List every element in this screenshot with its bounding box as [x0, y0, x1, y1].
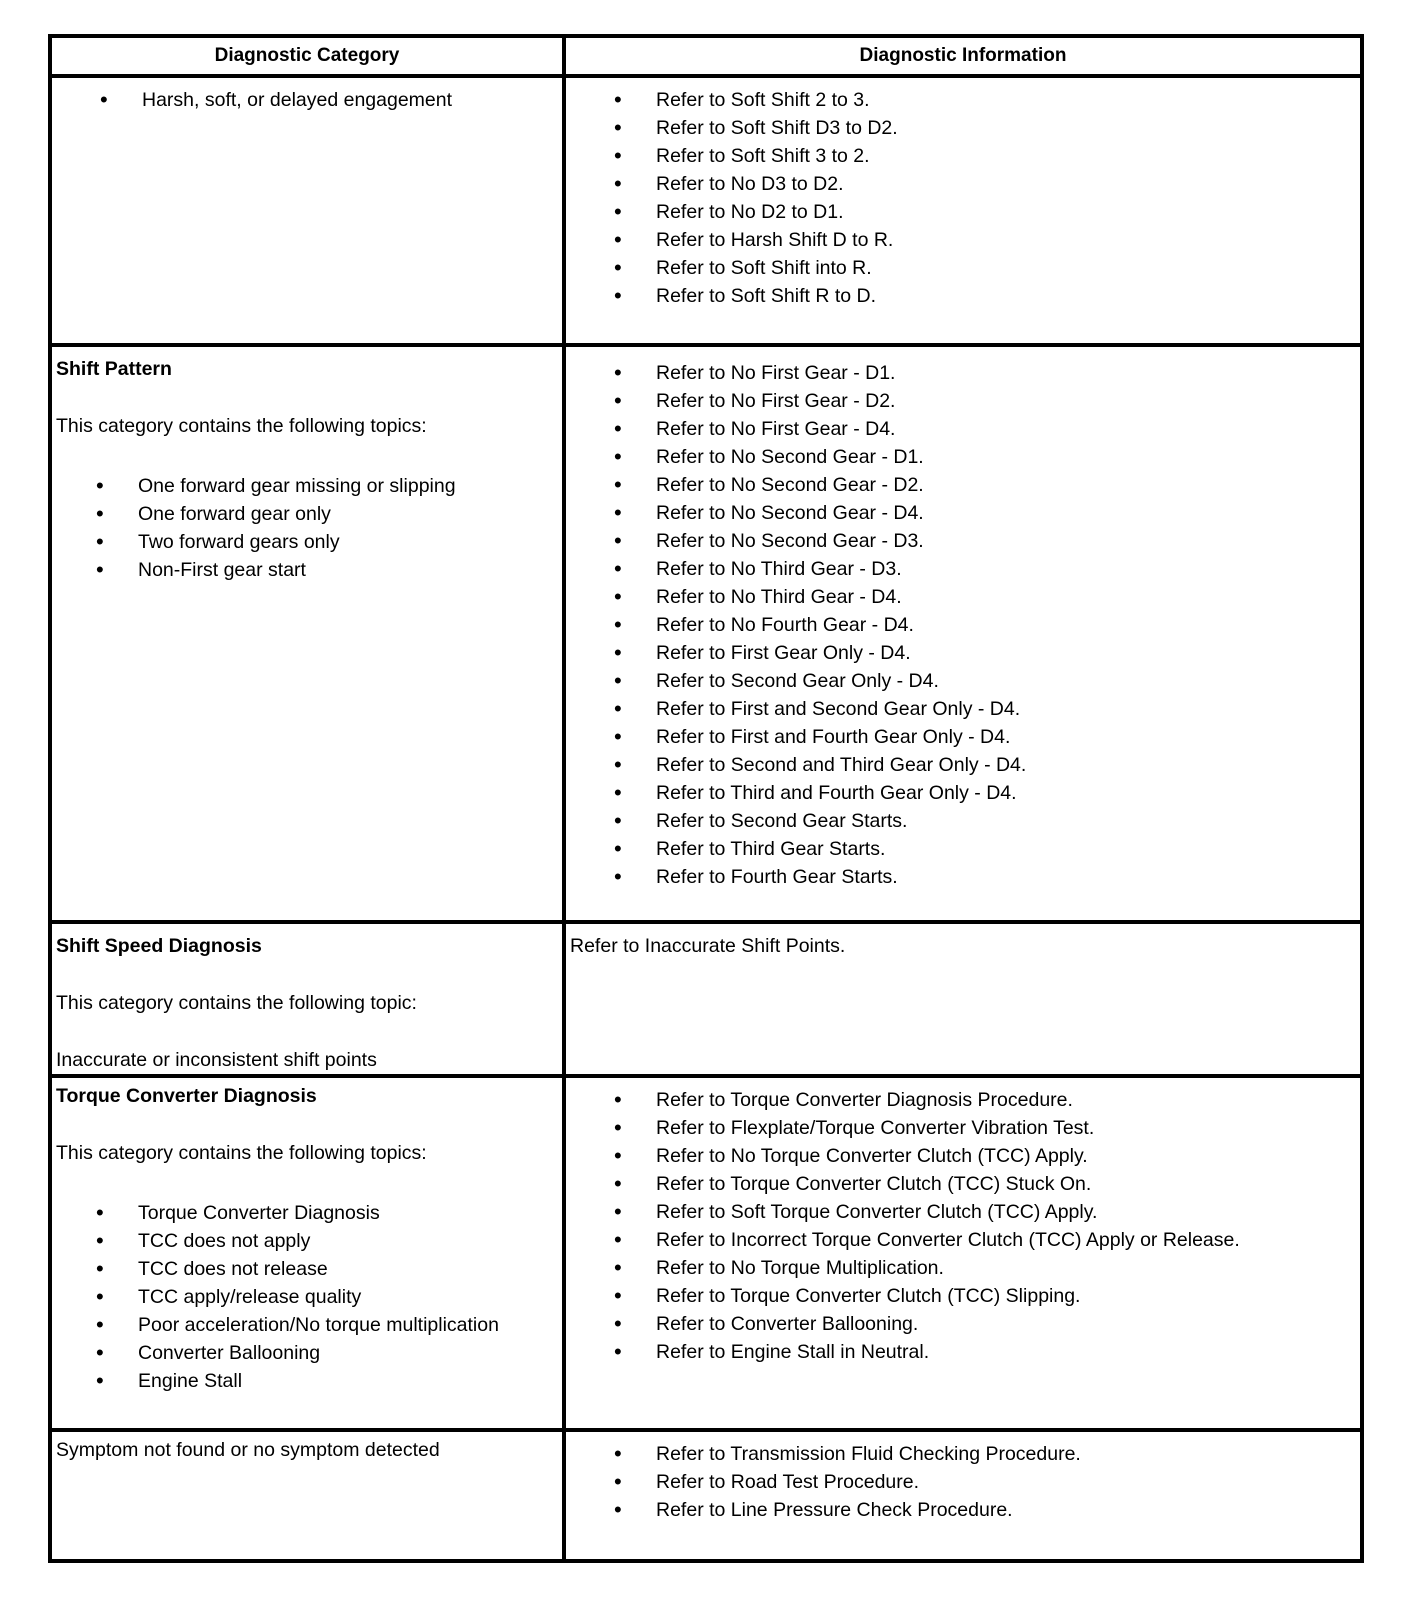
list-item: • Refer to Fourth Gear Starts. [570, 863, 1356, 891]
list-item: • Refer to Torque Converter Diagnosis Procedure. [570, 1086, 1356, 1114]
list-item: • Converter Ballooning [52, 1339, 558, 1367]
table-row [50, 76, 1362, 345]
information-cell [564, 922, 1362, 1076]
category-title: Torque Converter Diagnosis [56, 1085, 317, 1107]
list-item: • Refer to Torque Converter Clutch (TCC) Slipping. [570, 1282, 1356, 1310]
list-item: • Refer to Third and Fourth Gear Only - D4. [570, 779, 1356, 807]
list-item: • Refer to No Torque Multiplication. [570, 1254, 1356, 1282]
list-item: • Harsh, soft, or delayed engagement [56, 86, 558, 114]
list-item: • Refer to Soft Torque Converter Clutch (TCC) Apply. [570, 1198, 1356, 1226]
list-item: • TCC does not release [52, 1255, 558, 1283]
list-item: • Engine Stall [52, 1367, 558, 1395]
list-item: • Refer to Incorrect Torque Converter Clutch (TCC) Apply or Release. [570, 1226, 1356, 1254]
list-item: • Refer to Converter Ballooning. [570, 1310, 1356, 1338]
info-list [570, 86, 1356, 310]
category-cell [50, 922, 564, 1076]
category-intro: This category contains the following topics: [56, 1142, 427, 1164]
category-title: Symptom not found or no symptom detected [56, 1439, 440, 1461]
list-item: • Refer to No First Gear - D1. [570, 359, 1356, 387]
list-item: • Refer to No Second Gear - D1. [570, 443, 1356, 471]
info-list [570, 359, 1356, 891]
table-row [50, 922, 1362, 1076]
category-cell [50, 345, 564, 922]
list-item: • Refer to No Third Gear - D4. [570, 583, 1356, 611]
list-item: • Refer to No Second Gear - D3. [570, 527, 1356, 555]
category-title: Shift Speed Diagnosis [56, 935, 262, 957]
list-item: • Refer to Second and Third Gear Only - D4. [570, 751, 1356, 779]
category-cell [50, 1430, 564, 1561]
category-cell [50, 76, 564, 345]
list-item: • Refer to Soft Shift D3 to D2. [570, 114, 1356, 142]
list-item: • Refer to No First Gear - D4. [570, 415, 1356, 443]
info-list [570, 1086, 1356, 1366]
list-item: • Refer to Line Pressure Check Procedure. [570, 1496, 1356, 1524]
list-item: • Refer to Second Gear Starts. [570, 807, 1356, 835]
category-intro: This category contains the following topics: [56, 415, 427, 437]
list-item: • Refer to Third Gear Starts. [570, 835, 1356, 863]
topic-list [52, 1199, 558, 1395]
list-item: • Refer to Soft Shift 2 to 3. [570, 86, 1356, 114]
list-item: • Refer to Engine Stall in Neutral. [570, 1338, 1356, 1366]
info-list [570, 1440, 1356, 1524]
list-item: • One forward gear only [52, 500, 558, 528]
list-item: • Refer to Soft Shift into R. [570, 254, 1356, 282]
information-cell [564, 1076, 1362, 1430]
topic-list [52, 472, 558, 584]
list-item: • Refer to Soft Shift R to D. [570, 282, 1356, 310]
category-title: Shift Pattern [56, 358, 172, 380]
list-item: • Refer to Harsh Shift D to R. [570, 226, 1356, 254]
category-topic: Inaccurate or inconsistent shift points [56, 1049, 377, 1071]
table-row [50, 345, 1362, 922]
category-cell [50, 1076, 564, 1430]
list-item: • Refer to No Second Gear - D2. [570, 471, 1356, 499]
table-row [50, 1076, 1362, 1430]
list-item: • Refer to No D3 to D2. [570, 170, 1356, 198]
diagnostic-table [48, 34, 1364, 1563]
list-item: • Refer to Transmission Fluid Checking Procedure. [570, 1440, 1356, 1468]
list-item: • Refer to No Torque Converter Clutch (TCC) Apply. [570, 1142, 1356, 1170]
info-text: Refer to Inaccurate Shift Points. [570, 935, 846, 957]
list-item: • TCC does not apply [52, 1227, 558, 1255]
table-header-row [50, 36, 1362, 76]
list-item: • Two forward gears only [52, 528, 558, 556]
table-row [50, 1430, 1362, 1561]
information-cell [564, 76, 1362, 345]
list-item: • Refer to Second Gear Only - D4. [570, 667, 1356, 695]
list-item: • Refer to Flexplate/Torque Converter Vibration Test. [570, 1114, 1356, 1142]
list-item: • Refer to No Fourth Gear - D4. [570, 611, 1356, 639]
list-item: • Refer to No D2 to D1. [570, 198, 1356, 226]
list-item: • Refer to No First Gear - D2. [570, 387, 1356, 415]
list-item: • Refer to First and Fourth Gear Only - D4. [570, 723, 1356, 751]
list-item: • Refer to First Gear Only - D4. [570, 639, 1356, 667]
list-item: • Torque Converter Diagnosis [52, 1199, 558, 1227]
list-item: • Refer to No Second Gear - D4. [570, 499, 1356, 527]
category-intro: This category contains the following topic: [56, 992, 417, 1014]
list-item: • Refer to Soft Shift 3 to 2. [570, 142, 1356, 170]
topic-list [56, 86, 558, 114]
list-item: • One forward gear missing or slipping [52, 472, 558, 500]
list-item: • Poor acceleration/No torque multiplication [52, 1311, 558, 1339]
list-item: • Refer to Torque Converter Clutch (TCC) Stuck On. [570, 1170, 1356, 1198]
information-cell [564, 345, 1362, 922]
list-item: • Refer to No Third Gear - D3. [570, 555, 1356, 583]
header-diagnostic-category: Diagnostic Category [50, 36, 564, 76]
information-cell [564, 1430, 1362, 1561]
list-item: • TCC apply/release quality [52, 1283, 558, 1311]
list-item: • Non-First gear start [52, 556, 558, 584]
list-item: • Refer to Road Test Procedure. [570, 1468, 1356, 1496]
header-diagnostic-information: Diagnostic Information [564, 36, 1362, 76]
list-item: • Refer to First and Second Gear Only - D4. [570, 695, 1356, 723]
